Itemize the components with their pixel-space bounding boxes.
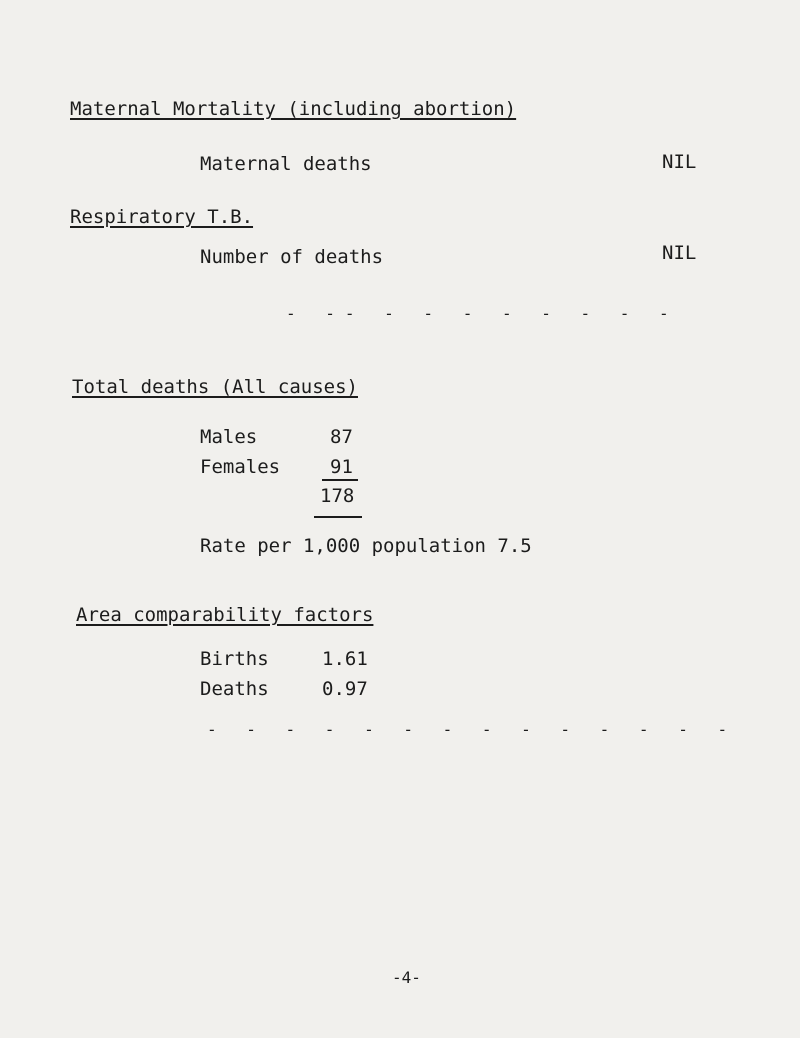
births-factor-value: 1.61 <box>322 648 368 670</box>
births-label: Births <box>200 648 269 670</box>
males-label: Males <box>200 426 258 448</box>
maternal-mortality-heading: Maternal Mortality (including abortion) <box>70 98 517 120</box>
females-label: Females <box>200 456 281 478</box>
area-comparability-heading: Area comparability factors <box>76 604 374 626</box>
females-value: 91 <box>330 456 353 478</box>
section-separator-bottom: - - - - - - - - - - - - - - <box>207 720 738 739</box>
respiratory-deaths-label: Number of deaths <box>200 246 384 268</box>
section-separator: - -- - - - - - - - - <box>286 304 679 323</box>
maternal-deaths-label: Maternal deaths <box>200 153 372 175</box>
subtotal-rule <box>322 479 358 481</box>
deaths-label: Deaths <box>200 678 269 700</box>
rate-per-1000: Rate per 1,000 population 7.5 <box>200 535 532 557</box>
total-deaths-value: 178 <box>320 485 355 507</box>
deaths-factor-value: 0.97 <box>322 678 368 700</box>
maternal-deaths-value: NIL <box>662 151 697 173</box>
page-number: -4- <box>392 968 421 987</box>
total-rule <box>314 516 362 518</box>
respiratory-deaths-value: NIL <box>662 242 697 264</box>
total-deaths-heading: Total deaths (All causes) <box>72 376 358 398</box>
males-value: 87 <box>330 426 353 448</box>
respiratory-tb-heading: Respiratory T.B. <box>70 206 254 228</box>
